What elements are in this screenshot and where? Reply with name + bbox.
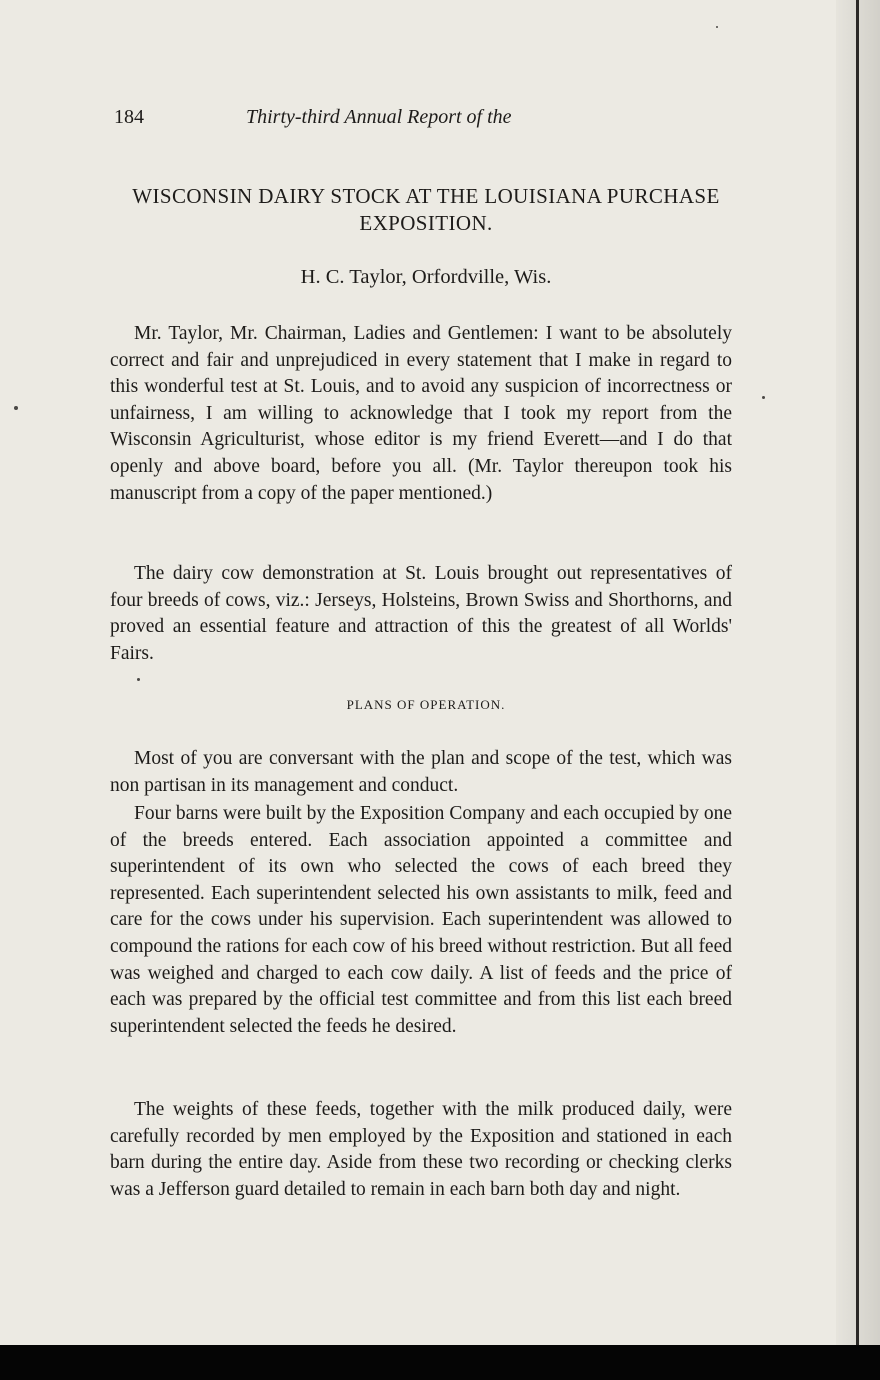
article-author: H. C. Taylor, Orfordville, Wis. [300,266,552,288]
paragraph: The weights of these feeds, together with the milk produced daily, were carefully recorded by men employed by the Exposition and stationed in each barn during the entire day. Aside from these two recording or checking clerks was a Jefferson guard detailed to remain in each barn both day and night. [110,1099,732,1200]
scan-speck [762,396,765,399]
running-title: Thirty-third Annual Report of the [246,106,512,128]
section-heading: PLANS OF OPERATION. [346,697,506,712]
paragraph: Mr. Taylor, Mr. Chairman, Ladies and Gentlemen: I want to be absolutely correct and fair and unprejudiced in every statement that I make in regard to this wonderful test at St. Louis, and to avoid any suspicion of incorrectness or unfairness, I am willing to acknowledge that I took my report from the Wisconsin Agriculturist, whose editor is my friend Everett—and I do that openly and above board, before you all. (Mr. Taylor thereupon took his manuscript from a copy of the paper mentioned.) [110,323,732,504]
page-header [114,106,734,136]
paragraph: Most of you are conversant with the plan and scope of the test, which was non partisan in its management and conduct. [110,748,732,796]
scan-speck [14,406,18,410]
scan-border [0,1345,880,1380]
scan-speck [716,26,718,28]
article-title: WISCONSIN DAIRY STOCK AT THE LOUISIANA PURCHASE EXPOSITION. [132,184,720,235]
scan-speck [137,678,140,681]
paragraph: Four barns were built by the Exposition Company and each occupied by one of the breeds entered. Each association appointed a committee and superintendent of its own who selected the cows of each breed they represented. Each superintendent selected his own assistants to milk, feed and care for the cows under his supervision. Each superintendent was allowed to compound the rations for each cow of his breed without restriction. But all feed was weighed and charged to each cow daily. A list of feeds and the price of each was prepared by the official test committee and from this list each breed superintendent selected the feeds he desired. [110,803,732,1037]
page-number: 184 [114,106,144,128]
paragraph: The dairy cow demonstration at St. Louis brought out representatives of four breeds of cows, viz.: Jerseys, Holsteins, Brown Swiss and Shorthorns, and proved an essential feature and attraction of this the greatest of all Worlds' Fairs. [110,563,732,664]
binding-edge [856,0,859,1345]
